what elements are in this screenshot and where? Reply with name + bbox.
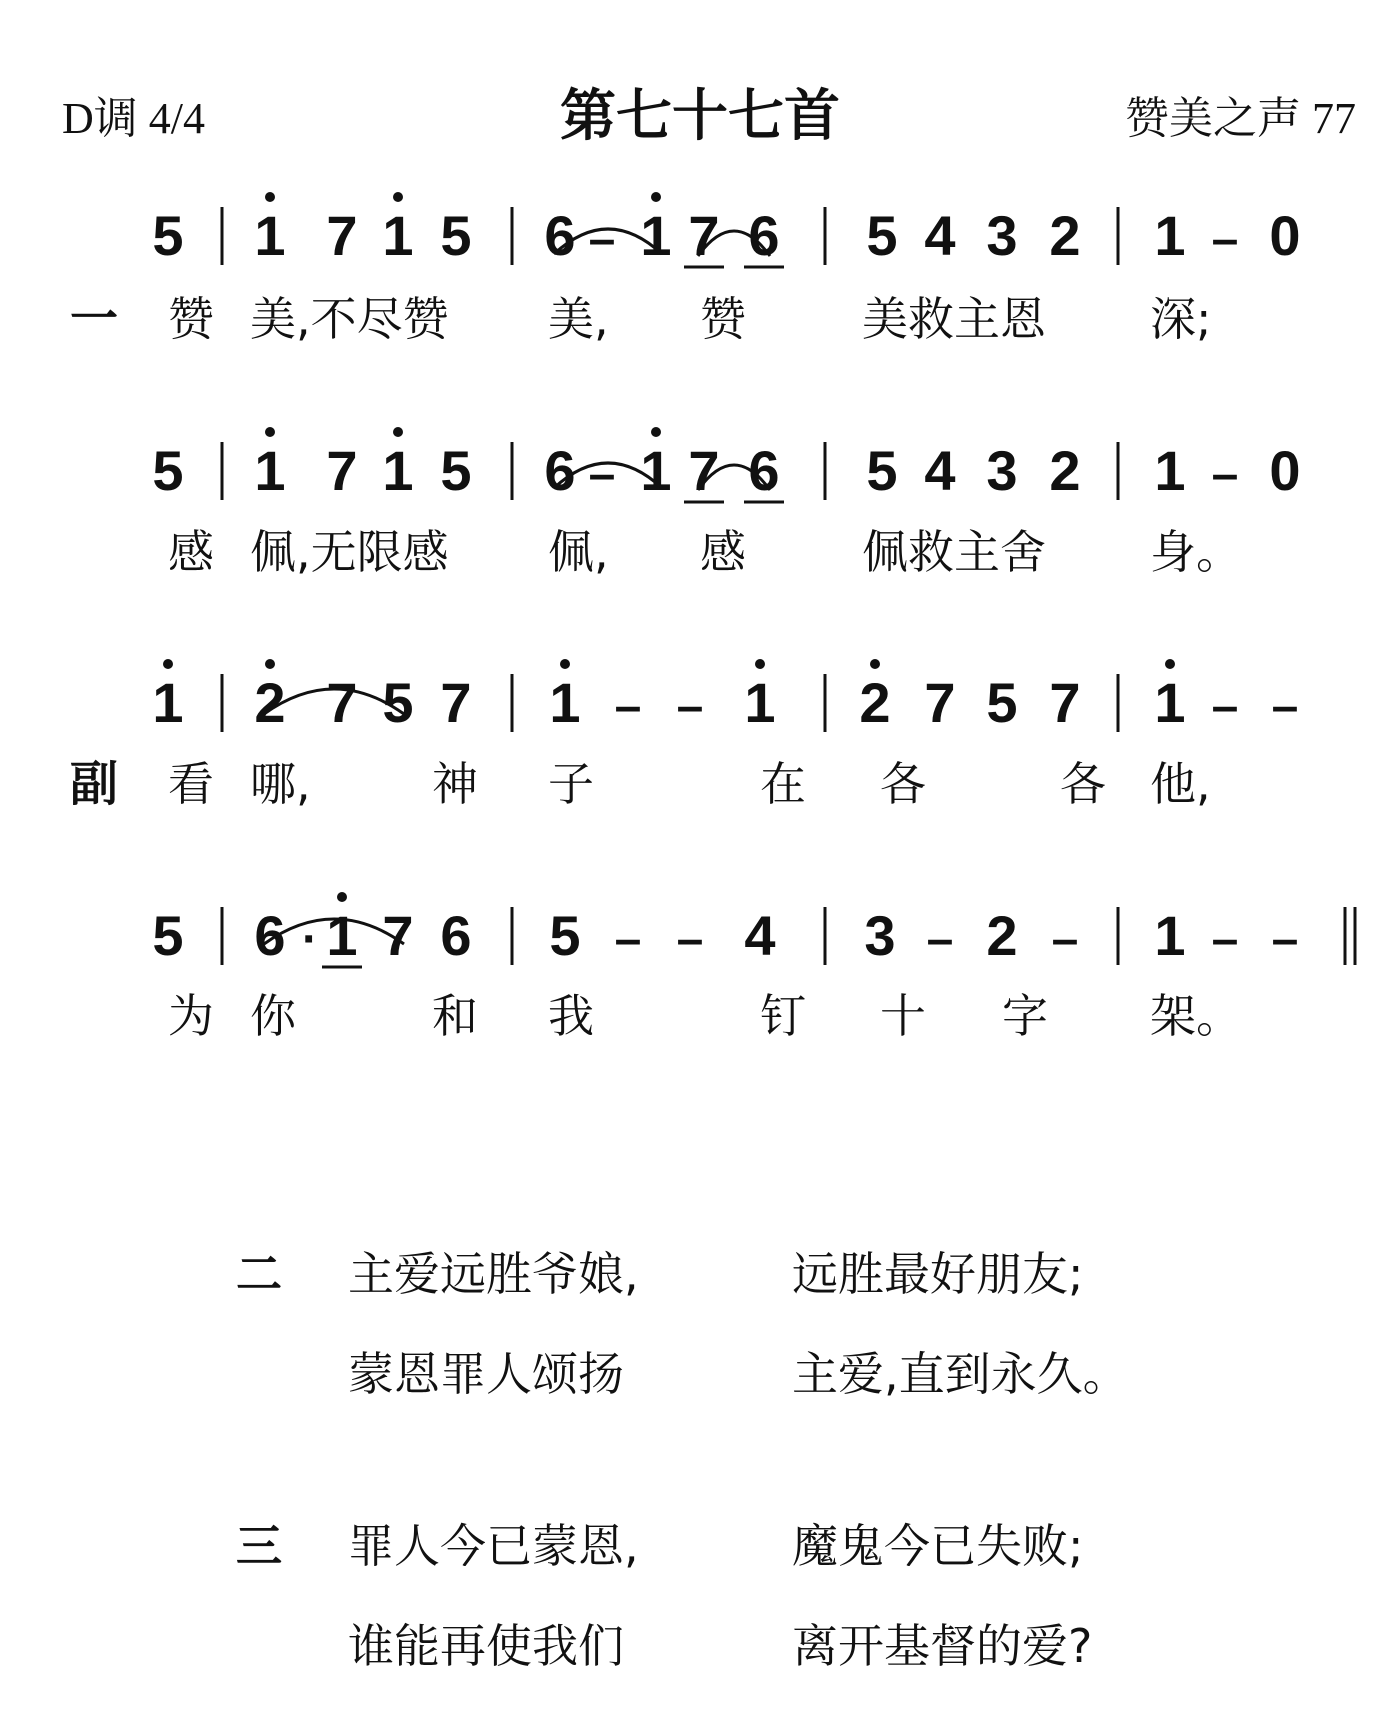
verse-line: 离开基督的爱? <box>792 1619 1093 1673</box>
duration-mark: – <box>614 913 642 966</box>
lyric-syllable: 佩救主舍 <box>862 525 1046 579</box>
verse-label: 一 <box>70 291 119 347</box>
note: 1 <box>640 204 672 267</box>
lyric-syllable: 子 <box>548 757 594 811</box>
lyric-syllable: 钉 <box>760 989 806 1043</box>
duration-mark: · <box>302 913 318 966</box>
note: 5 <box>152 904 184 967</box>
note: 7 <box>440 671 472 734</box>
note: 1 <box>382 204 414 267</box>
verse-line: 罪人今已蒙恩, <box>348 1519 639 1573</box>
note: 1 <box>549 671 581 734</box>
duration-mark: – <box>614 680 642 733</box>
note: 0 <box>1269 204 1301 267</box>
duration-mark: – <box>1271 680 1299 733</box>
duration-mark: – <box>926 913 954 966</box>
note: 7 <box>326 671 358 734</box>
verse-line: 谁能再使我们 <box>348 1619 624 1673</box>
verse-number: 三 <box>236 1519 282 1573</box>
note: 2 <box>859 671 891 734</box>
note: 1 <box>1154 439 1186 502</box>
verse-line: 蒙恩罪人颂扬 <box>348 1347 624 1401</box>
note: 7 <box>688 439 720 502</box>
octave-dot <box>337 892 347 902</box>
octave-dot <box>265 427 275 437</box>
note: 5 <box>152 439 184 502</box>
verse-number: 二 <box>236 1247 282 1301</box>
note: 1 <box>152 671 184 734</box>
note: 7 <box>382 904 414 967</box>
note: 1 <box>744 671 776 734</box>
verse-line: 魔鬼今已失败; <box>792 1519 1084 1573</box>
note: 2 <box>1049 204 1081 267</box>
lyric-syllable: 佩,无限感 <box>250 525 449 579</box>
duration-mark: – <box>1051 913 1079 966</box>
lyric-syllable: 佩, <box>548 525 609 579</box>
note: 7 <box>326 204 358 267</box>
duration-mark: – <box>1211 448 1239 501</box>
note: 1 <box>1154 671 1186 734</box>
note: 1 <box>254 204 286 267</box>
note: 5 <box>440 439 472 502</box>
note: 0 <box>1269 439 1301 502</box>
note: 4 <box>924 204 956 267</box>
octave-dot <box>651 192 661 202</box>
note: 4 <box>924 439 956 502</box>
octave-dot <box>651 427 661 437</box>
lyric-syllable: 字 <box>1002 989 1048 1043</box>
lyric-syllable: 和 <box>432 989 478 1043</box>
note: 5 <box>866 204 898 267</box>
lyric-syllable: 赞 <box>700 292 746 346</box>
octave-dot <box>265 192 275 202</box>
lyric-syllable: 美, <box>548 292 609 346</box>
lyric-syllable: 深; <box>1150 292 1212 346</box>
note: 7 <box>688 204 720 267</box>
lyric-syllable: 十 <box>880 989 926 1043</box>
duration-mark: – <box>1271 913 1299 966</box>
note: 1 <box>326 904 358 967</box>
note: 1 <box>640 439 672 502</box>
note: 4 <box>744 904 776 967</box>
lyric-syllable: 我 <box>548 989 594 1043</box>
lyric-syllable: 美救主恩 <box>862 292 1046 346</box>
duration-mark: – <box>1211 680 1239 733</box>
lyric-syllable: 赞 <box>168 292 214 346</box>
lyric-syllable: 美,不尽赞 <box>250 292 449 346</box>
lyric-syllable: 看 <box>168 757 214 811</box>
key-time-signature: D调 4/4 <box>62 94 205 143</box>
lyric-syllable: 身。 <box>1150 525 1242 579</box>
octave-dot <box>870 659 880 669</box>
octave-dot <box>755 659 765 669</box>
octave-dot <box>1165 659 1175 669</box>
lyric-syllable: 神 <box>432 757 478 811</box>
note: 7 <box>1049 671 1081 734</box>
lyric-syllable: 他, <box>1150 757 1211 811</box>
verse-line: 主爱远胜爷娘, <box>348 1247 639 1301</box>
hymnal-source: 赞美之声 77 <box>1125 94 1356 143</box>
note: 3 <box>864 904 896 967</box>
verse-line: 主爱,直到永久。 <box>792 1347 1129 1401</box>
verse-label: 副 <box>70 756 119 812</box>
note: 5 <box>549 904 581 967</box>
note: 5 <box>382 671 414 734</box>
lyric-syllable: 你 <box>250 989 296 1043</box>
note: 1 <box>382 439 414 502</box>
lyric-syllable: 各 <box>880 757 926 811</box>
lyric-syllable: 感 <box>168 525 214 579</box>
lyric-syllable: 架。 <box>1150 989 1242 1043</box>
note: 6 <box>254 904 286 967</box>
note: 6 <box>748 204 780 267</box>
note: 5 <box>866 439 898 502</box>
note: 1 <box>1154 904 1186 967</box>
note: 5 <box>986 671 1018 734</box>
verse-line: 远胜最好朋友; <box>792 1247 1084 1301</box>
note: 7 <box>924 671 956 734</box>
note: 5 <box>152 204 184 267</box>
lyric-syllable: 为 <box>168 989 214 1043</box>
lyric-syllable: 各 <box>1060 757 1106 811</box>
lyric-syllable: 感 <box>700 525 746 579</box>
note: 1 <box>1154 204 1186 267</box>
note: 5 <box>440 204 472 267</box>
note: 7 <box>326 439 358 502</box>
note: 2 <box>1049 439 1081 502</box>
duration-mark: – <box>1211 913 1239 966</box>
octave-dot <box>163 659 173 669</box>
note: 6 <box>440 904 472 967</box>
octave-dot <box>265 659 275 669</box>
note: 6 <box>544 204 576 267</box>
duration-mark: – <box>588 448 616 501</box>
octave-dot <box>560 659 570 669</box>
note: 3 <box>986 204 1018 267</box>
duration-mark: – <box>1211 213 1239 266</box>
note: 6 <box>748 439 780 502</box>
octave-dot <box>393 192 403 202</box>
duration-mark: – <box>588 213 616 266</box>
lyric-syllable: 在 <box>760 757 806 811</box>
duration-mark: – <box>676 913 704 966</box>
note: 1 <box>254 439 286 502</box>
octave-dot <box>393 427 403 437</box>
note: 3 <box>986 439 1018 502</box>
page-title: 第七十七首 <box>560 84 840 149</box>
note: 2 <box>254 671 286 734</box>
lyric-syllable: 哪, <box>250 757 311 811</box>
duration-mark: – <box>676 680 704 733</box>
note: 2 <box>986 904 1018 967</box>
note: 6 <box>544 439 576 502</box>
